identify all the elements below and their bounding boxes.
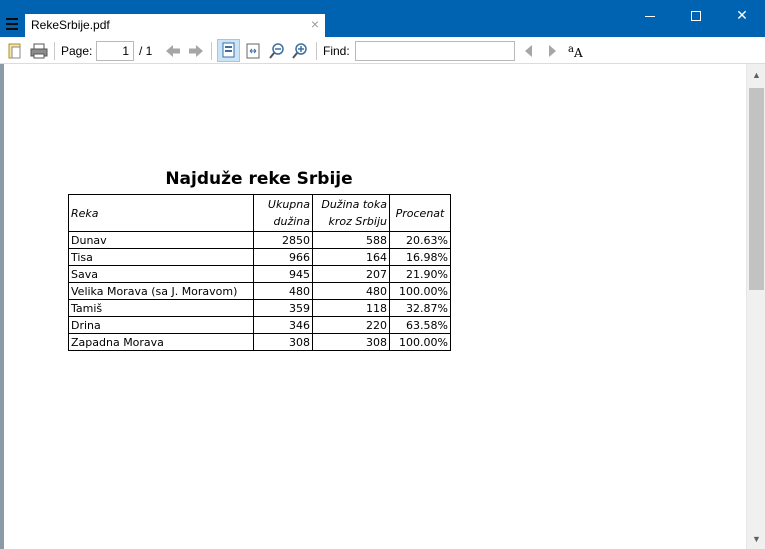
- table-row: [69, 283, 451, 300]
- fit-page-button[interactable]: [217, 39, 240, 62]
- table-row: [69, 249, 451, 266]
- cell-percent: 21.90%: [390, 266, 451, 283]
- header-ukupna-duzina: [254, 195, 313, 232]
- toolbar-separator: [316, 42, 317, 60]
- table-row: [69, 317, 451, 334]
- tab-title: RekeSrbije.pdf: [31, 18, 110, 32]
- cell-total: 945: [254, 266, 313, 283]
- cell-name: Tamiš: [69, 300, 254, 317]
- scroll-down-icon[interactable]: ▼: [752, 534, 761, 544]
- page-total: / 1: [139, 44, 153, 58]
- minimize-icon: [645, 16, 655, 17]
- zoom-in-icon[interactable]: [290, 41, 310, 61]
- document-page-edge: [0, 64, 4, 549]
- cell-percent: 100.00%: [390, 334, 451, 351]
- cell-name: Drina: [69, 317, 254, 334]
- header-text: Dužina toka: [321, 198, 387, 211]
- cell-serbia: 207: [313, 266, 390, 283]
- table-row: [69, 232, 451, 249]
- header-text: dužina: [273, 215, 310, 228]
- document-tab[interactable]: [25, 14, 325, 37]
- maximize-icon: [691, 11, 701, 21]
- cell-total: 308: [254, 334, 313, 351]
- cell-serbia: 588: [313, 232, 390, 249]
- print-icon[interactable]: [29, 41, 49, 61]
- title-bar: [0, 0, 765, 37]
- header-text: Ukupna: [267, 198, 310, 211]
- cell-name: Sava: [69, 266, 254, 283]
- cell-serbia: 220: [313, 317, 390, 334]
- find-previous-icon[interactable]: [520, 41, 538, 61]
- cell-percent: 20.63%: [390, 232, 451, 249]
- svg-text:a: a: [568, 44, 574, 55]
- cell-name: Dunav: [69, 232, 254, 249]
- scrollbar-thumb[interactable]: [749, 88, 764, 290]
- scroll-up-icon[interactable]: ▲: [752, 70, 761, 80]
- table-row: [69, 266, 451, 283]
- find-input[interactable]: [355, 41, 515, 61]
- cell-serbia: 480: [313, 283, 390, 300]
- cell-percent: 16.98%: [390, 249, 451, 266]
- previous-page-icon[interactable]: [163, 41, 183, 61]
- match-case-icon[interactable]: [567, 41, 587, 61]
- table-row: [69, 300, 451, 317]
- page-label: Page:: [61, 44, 93, 58]
- cell-name: Zapadna Morava: [69, 334, 254, 351]
- fit-width-icon[interactable]: [243, 41, 263, 61]
- cell-total: 480: [254, 283, 313, 300]
- close-button[interactable]: ✕: [736, 7, 748, 23]
- cell-percent: 63.58%: [390, 317, 451, 334]
- table-header-row: [69, 195, 451, 232]
- fit-page-icon: [218, 40, 239, 61]
- hamburger-menu-icon[interactable]: [4, 16, 20, 32]
- next-page-icon[interactable]: [186, 41, 206, 61]
- cell-percent: 100.00%: [390, 283, 451, 300]
- document-title: Najduže reke Srbije: [165, 169, 353, 189]
- cell-total: 359: [254, 300, 313, 317]
- cell-name: Tisa: [69, 249, 254, 266]
- find-label: Find:: [323, 44, 350, 58]
- header-procenat: Procenat: [390, 195, 451, 232]
- page-number-input[interactable]: [96, 41, 134, 61]
- table-row: [69, 334, 451, 351]
- cell-serbia: 118: [313, 300, 390, 317]
- tab-close-button[interactable]: ×: [310, 16, 319, 32]
- cell-serbia: 308: [313, 334, 390, 351]
- zoom-out-icon[interactable]: [267, 41, 287, 61]
- header-text: kroz Srbiju: [328, 215, 387, 228]
- vertical-scrollbar[interactable]: [746, 64, 765, 549]
- open-file-icon[interactable]: [5, 41, 25, 61]
- cell-total: 346: [254, 317, 313, 334]
- rivers-table: [68, 194, 451, 351]
- maximize-button[interactable]: [673, 0, 719, 30]
- header-reka: Reka: [69, 195, 254, 232]
- cell-serbia: 164: [313, 249, 390, 266]
- minimize-button[interactable]: [627, 0, 673, 30]
- toolbar-separator: [211, 42, 212, 60]
- header-duzina-srbija: [313, 195, 390, 232]
- cell-name: Velika Morava (sa J. Moravom): [69, 283, 254, 300]
- cell-percent: 32.87%: [390, 300, 451, 317]
- svg-text:A: A: [574, 46, 583, 60]
- cell-total: 2850: [254, 232, 313, 249]
- toolbar-separator: [54, 42, 55, 60]
- cell-total: 966: [254, 249, 313, 266]
- find-next-icon[interactable]: [543, 41, 561, 61]
